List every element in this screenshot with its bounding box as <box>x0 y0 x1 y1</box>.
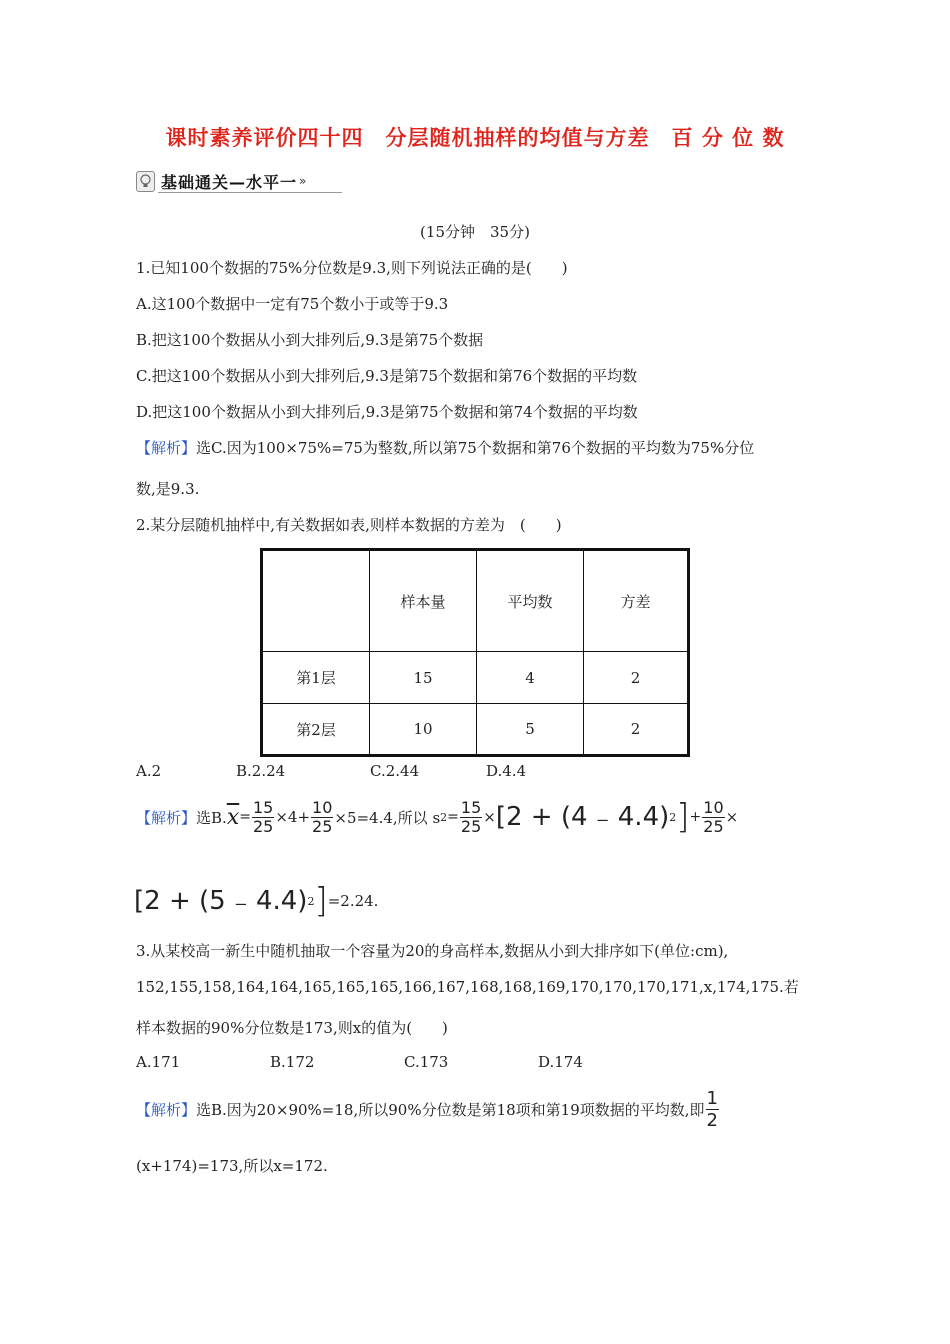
expression-text: ×4+ <box>275 808 311 826</box>
analysis-tag: 【解析】 <box>136 808 197 827</box>
q2-option-a: A.2 <box>136 762 162 780</box>
q1-analysis <box>136 437 754 458</box>
q2-option-c: C.2.44 <box>370 762 420 780</box>
fraction-denominator: 25 <box>460 816 482 836</box>
q1-option-d: D.把这100个数据从小到大排列后,9.3是第75个数据和第74个数据的平均数 <box>136 403 638 421</box>
equals-sign: = <box>447 809 459 825</box>
time-note: (15分钟 35分) <box>420 223 530 241</box>
table-cell: 2 <box>584 652 689 704</box>
q2-option-d: D.4.4 <box>486 762 527 780</box>
table-header-cell <box>262 550 370 652</box>
q3-option-b: B.172 <box>270 1053 315 1071</box>
superscript: 2 <box>307 894 315 908</box>
q2-data-table <box>260 548 690 757</box>
expression-text: ×5=4.4,所以 s <box>334 808 441 827</box>
table-header-cell: 平均数 <box>477 550 584 652</box>
fraction-denominator: 25 <box>703 816 724 836</box>
q1-analysis-cont: 数,是9.3. <box>136 480 200 498</box>
q1-option-b: B.把这100个数据从小到大排列后,9.3是第75个数据 <box>136 331 484 349</box>
page-title: 课时素养评价四十四 分层随机抽样的均值与方差 百 分 位 数 <box>165 126 785 150</box>
fraction <box>702 799 724 836</box>
table-cell: 4 <box>477 652 584 704</box>
analysis-tag: 【解析】 <box>136 1100 197 1119</box>
fraction-denominator: 2 <box>706 1109 718 1131</box>
q3-analysis <box>136 1086 720 1132</box>
fraction-numerator: 15 <box>252 797 274 817</box>
q3-stem-line2: 152,155,158,164,164,165,165,165,166,167,168,168,169,170,170,170,171,x,174,175.若 <box>136 978 799 996</box>
table-cell: 5 <box>477 704 584 756</box>
q3-option-a: A.171 <box>136 1053 181 1071</box>
q2-analysis-prefix: 选B. <box>196 808 227 827</box>
lightbulb-icon <box>136 171 155 192</box>
times-sign: × <box>725 808 739 826</box>
bracket-expression: [2 + (5 ₋ 4.4) <box>134 886 308 916</box>
section-label: 基础通关—水平一 <box>161 172 298 192</box>
fraction <box>706 1088 719 1131</box>
bracket-close: ] <box>676 797 690 837</box>
section-underline <box>158 192 342 193</box>
q2-analysis-cont <box>134 878 378 924</box>
table-header-cell: 样本量 <box>370 550 477 652</box>
q3-option-d: D.174 <box>538 1053 583 1071</box>
bracket-expression: [2 + (4 ₋ 4.4) <box>495 802 670 832</box>
table-cell: 第2层 <box>262 704 370 756</box>
q2-stem: 2.某分层随机抽样中,有关数据如表,则样本数据的方差为 ( ) <box>136 516 562 534</box>
table-cell: 第1层 <box>262 652 370 704</box>
section-header <box>136 168 341 194</box>
table-row <box>262 652 689 704</box>
q3-stem-line1: 3.从某校高一新生中随机抽取一个容量为20的身高样本,数据从小到大排序如下(单位:cm), <box>136 942 729 960</box>
fraction-numerator: 1 <box>706 1087 718 1109</box>
times-sign: × <box>483 808 496 826</box>
table-header-cell: 方差 <box>584 550 689 652</box>
double-chevron-icon: » <box>299 174 307 188</box>
analysis-tag: 【解析】 <box>136 439 197 457</box>
q3-analysis-cont: (x+174)=173,所以x=172. <box>136 1157 328 1175</box>
fraction-numerator: 10 <box>703 797 724 817</box>
table-cell: 2 <box>584 704 689 756</box>
bracket-close: ] <box>314 881 328 921</box>
q1-option-c: C.把这100个数据从小到大排列后,9.3是第75个数据和第76个数据的平均数 <box>136 367 638 385</box>
table-cell: 15 <box>370 652 477 704</box>
q1-analysis-text: 选C.因为100×75%=75为整数,所以第75个数据和第76个数据的平均数为75%分位 <box>196 439 755 457</box>
fraction-denominator: 25 <box>252 816 274 836</box>
plus-sign: + <box>689 809 702 825</box>
fraction <box>311 799 333 836</box>
q3-stem-line3: 样本数据的90%分位数是173,则x的值为( ) <box>136 1019 448 1037</box>
q1-stem: 1.已知100个数据的75%分位数是9.3,则下列说法正确的是( ) <box>136 259 568 277</box>
fraction-denominator: 25 <box>312 816 333 836</box>
fraction-numerator: 15 <box>460 797 482 817</box>
q3-option-c: C.173 <box>404 1053 449 1071</box>
q1-option-a: A.这100个数据中一定有75个数小于或等于9.3 <box>136 295 449 313</box>
q2-option-b: B.2.24 <box>236 762 286 780</box>
q2-analysis <box>136 794 738 840</box>
superscript: 2 <box>440 810 448 824</box>
superscript: 2 <box>669 810 677 824</box>
table-cell: 10 <box>370 704 477 756</box>
fraction <box>460 799 482 836</box>
fraction <box>252 799 274 836</box>
fraction-numerator: 10 <box>312 797 333 817</box>
xbar-symbol: $\overline{x}$ <box>226 804 240 830</box>
q3-analysis-text: 选B.因为20×90%=18,所以90%分位数是第18项和第19项数据的平均数,即 <box>196 1100 705 1119</box>
table-row <box>262 704 689 756</box>
equals-sign: = <box>239 809 251 825</box>
expression-text: =2.24. <box>327 892 379 910</box>
table-header-row <box>262 550 689 652</box>
